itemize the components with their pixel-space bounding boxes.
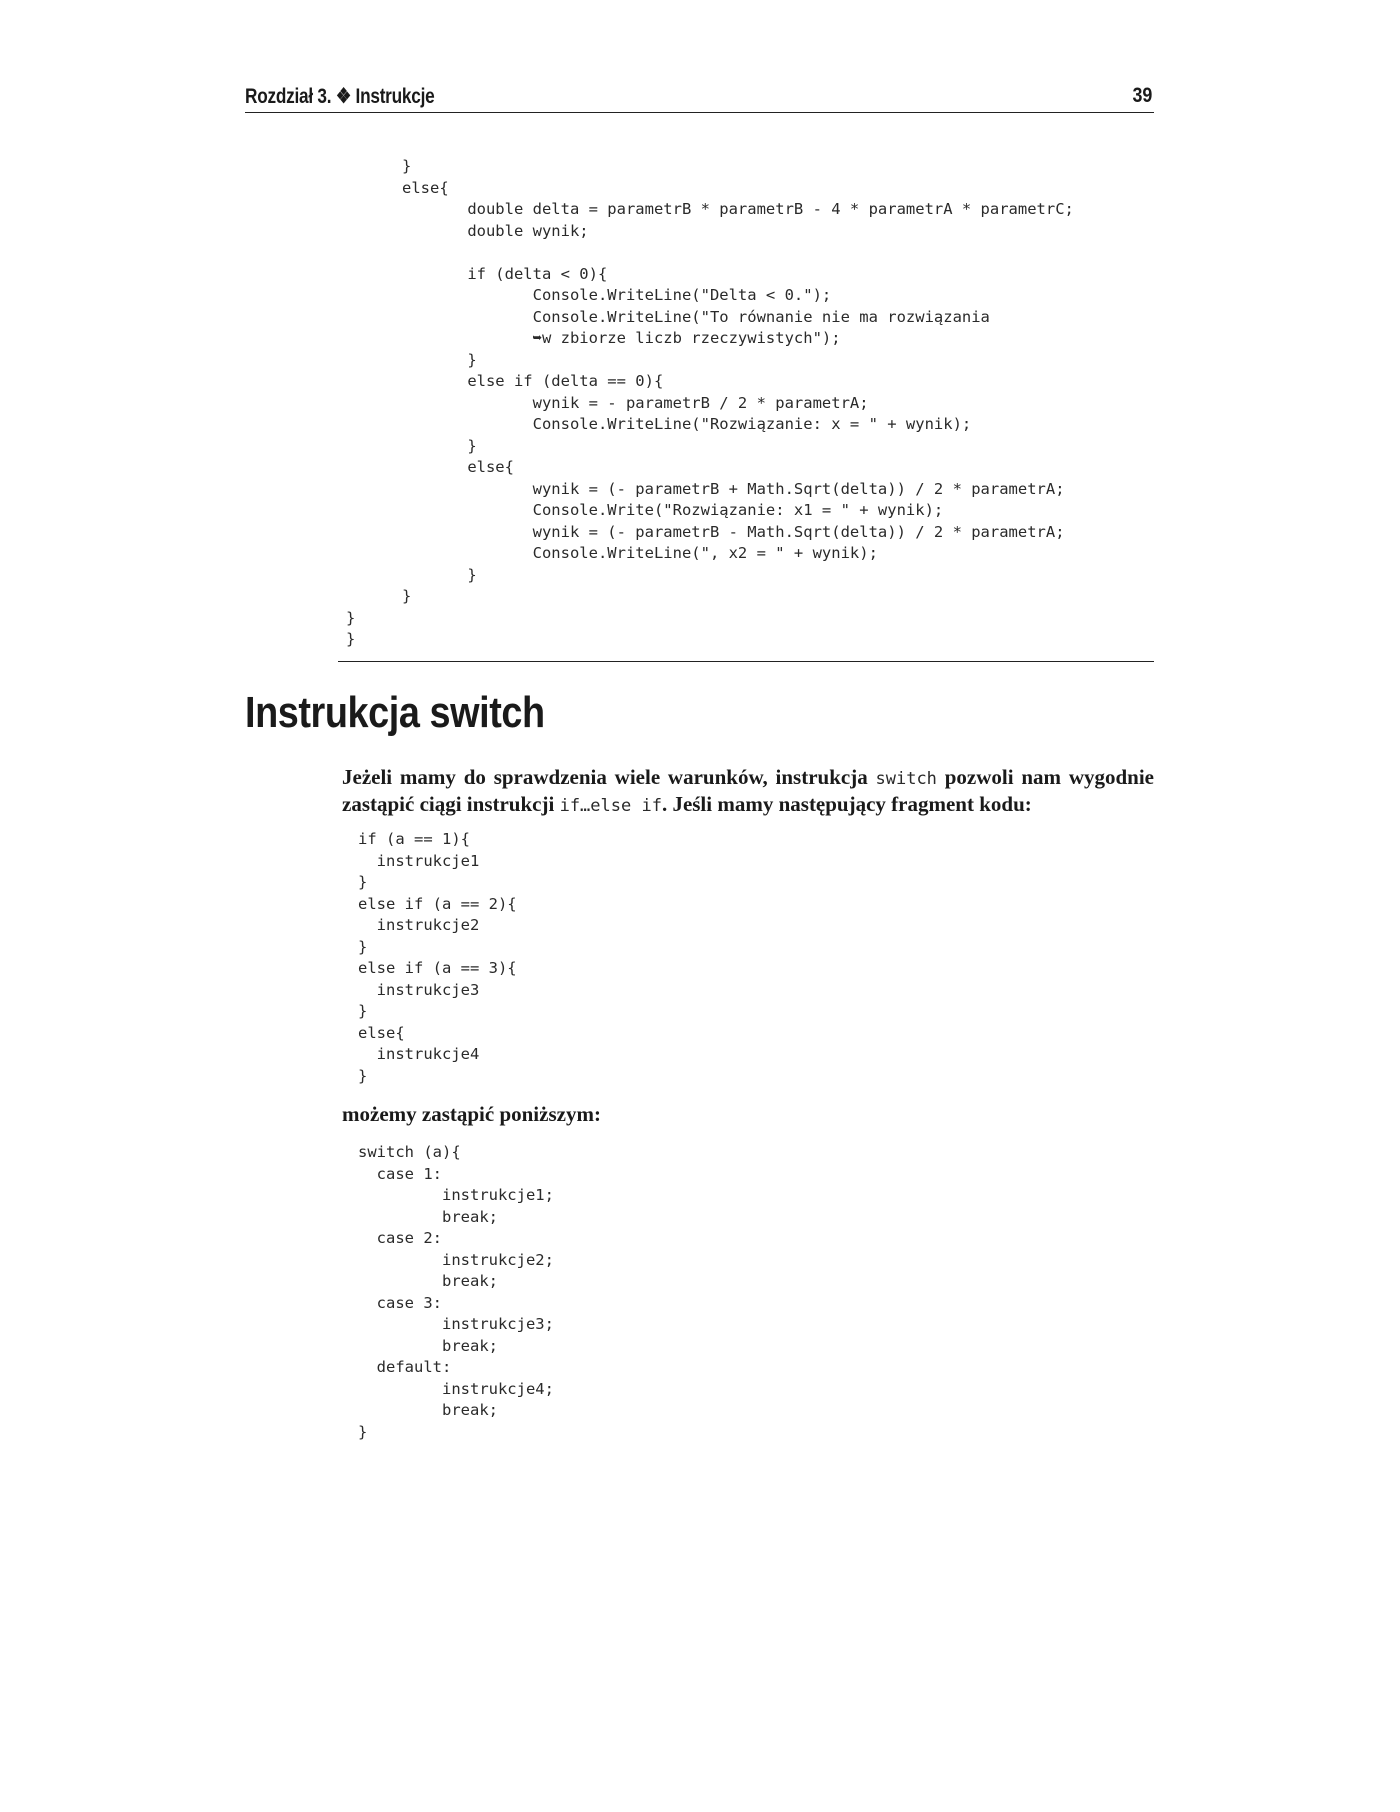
page-number: 39 xyxy=(1132,84,1152,107)
intro-text-1: Jeżeli mamy do sprawdzenia wiele warunków, instrukcja xyxy=(342,765,876,789)
code-block-if-else: if (a == 1){ instrukcje1 } else if (a == 2){ instrukcje2 } else if (a == 3){ instrukcje3 } else{ instrukcje4 } xyxy=(358,830,517,1085)
transition-paragraph xyxy=(342,1102,1154,1127)
code-block-switch: switch (a){ case 1: instrukcje1; break; case 2: instrukcje2; break; case 3: instrukcje3; break; default: instrukcje4; break; } xyxy=(358,1143,554,1441)
transition-text: możemy zastąpić poniższym: xyxy=(342,1102,601,1126)
code-end-rule xyxy=(338,661,1154,662)
intro-text-2: pozwoli nam wygodnie zastąpić ciągi instrukcji xyxy=(342,765,1155,816)
code-block-quadratic: } else{ double delta = parametrB * parametrB - 4 * parametrA * parametrC; double wynik; if (delta < 0){ Console.WriteLine("Delta < 0."); Console.WriteLine("To równanie nie ma rozwiązania ➥w zbiorze liczb rzeczywistych"); } else if (delta == 0){ wynik = - parametrB / 2 * parametrA; Console.WriteLine("Rozwiązanie: x = " + wynik); } else{ wynik = (- parametrB + Math.Sqrt(delta)) / 2 * parametrA; Console.Write("Rozwiązanie: x1 = " + wynik); wynik = (- parametrB - Math.Sqrt(delta)) / 2 * parametrA; Console.WriteLine(", x2 = " + wynik); } } } } xyxy=(346,157,1074,648)
running-header xyxy=(245,84,1154,113)
intro-paragraph xyxy=(342,765,1154,819)
inline-code-switch: switch xyxy=(875,769,937,789)
section-heading: Instrukcja switch xyxy=(245,688,545,737)
intro-text-3: . Jeśli mamy następujący fragment kodu: xyxy=(661,792,1032,816)
inline-code-if-else: if…else if xyxy=(559,796,662,816)
chapter-title: Rozdział 3. ❖ Instrukcje xyxy=(245,85,435,108)
